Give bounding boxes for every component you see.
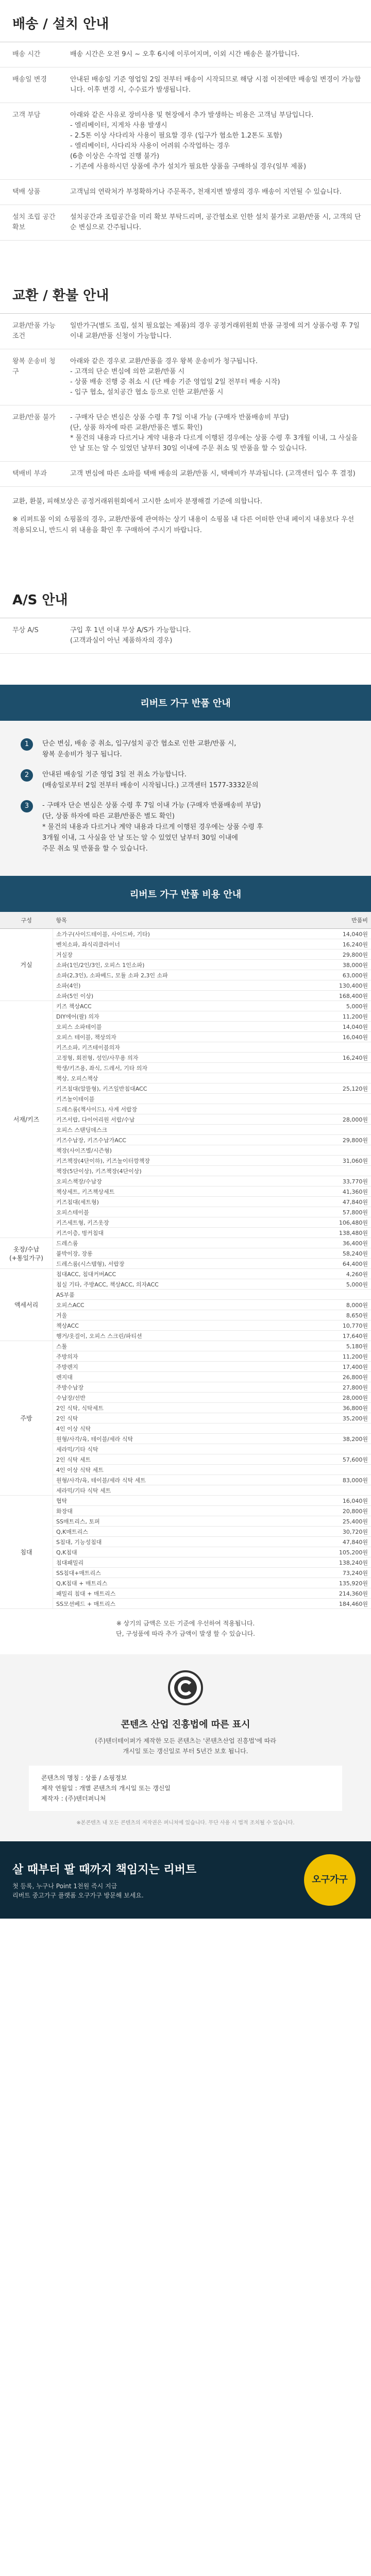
fee-row — [0, 1094, 371, 1104]
fee-row — [0, 939, 371, 950]
fee-price — [318, 1094, 371, 1104]
fee-price: 14,040원 — [318, 1022, 371, 1032]
fee-item: 키즈소파, 키즈테이블의자 — [53, 1042, 319, 1053]
fee-price: 83,000원 — [318, 1475, 371, 1485]
fee-item: 세라믹/기타 식탁 — [53, 1444, 319, 1454]
info-value: 설치공간과 조립공간을 미리 확보 부탁드리며, 공간협소로 인한 설치 불가로 교환/반품 시, 고객의 단순 변심으로 간주됩니다. — [65, 205, 371, 241]
fee-price: 14,040원 — [318, 929, 371, 939]
fee-item: 4인 이상 식탁 — [53, 1423, 319, 1434]
fee-price: 138,480원 — [318, 1228, 371, 1238]
fee-header-item: 항목 — [53, 912, 319, 929]
fee-price: 16,040원 — [318, 1032, 371, 1042]
fee-item: 책상세트, 키즈책상세트 — [53, 1187, 319, 1197]
fee-price: 26,800원 — [318, 1372, 371, 1382]
fee-category: 침대 — [0, 1496, 53, 1609]
fee-row — [0, 1382, 371, 1393]
fee-row — [0, 1362, 371, 1372]
info-key: 무상 A/S — [0, 618, 65, 654]
fee-item: 세라믹/기타 식탁 세트 — [53, 1485, 319, 1496]
fee-row — [0, 1135, 371, 1145]
fee-row — [0, 1506, 371, 1516]
info-row — [0, 405, 371, 462]
info-row — [0, 180, 371, 205]
fees-section — [0, 876, 371, 1654]
fee-row — [0, 1454, 371, 1465]
fee-item: 키즈 책상ACC — [53, 1001, 319, 1011]
cert-section — [0, 1654, 371, 1841]
fee-price: 25,400원 — [318, 1516, 371, 1527]
info-value: 배송 시간은 오전 9시 ~ 오후 6시에 이루어지며, 이외 시간 배송은 불가합니다. — [65, 42, 371, 67]
fee-row — [0, 1527, 371, 1537]
fee-item: SS침대+매트리스 — [53, 1568, 319, 1578]
as-table — [0, 618, 371, 654]
fee-price: 36,800원 — [318, 1403, 371, 1413]
fee-row — [0, 1228, 371, 1238]
fee-category: 거실 — [0, 929, 53, 1001]
fee-row — [0, 1145, 371, 1156]
fee-item: 소파(2,3인), 소파베드, 모듈 소파 2,3인 소파 — [53, 970, 319, 980]
fee-price — [318, 1290, 371, 1300]
info-value: 고객님의 연락처가 부정확하거나 주문폭주, 천재지변 발생의 경우 배송이 지연될 수 있습니다. — [65, 180, 371, 205]
fee-item: 협탁 — [53, 1496, 319, 1506]
fee-price — [318, 1042, 371, 1053]
fee-price: 4,260원 — [318, 1269, 371, 1279]
info-key: 고객 부담 — [0, 103, 65, 180]
fee-price: 10,770원 — [318, 1320, 371, 1331]
fee-item: 오피스책장/수납장 — [53, 1176, 319, 1187]
info-key: 왕복 운송비 청구 — [0, 349, 65, 405]
fee-row — [0, 1568, 371, 1578]
fee-price: 58,240원 — [318, 1248, 371, 1259]
step-text: 안내된 배송일 기준 영업 3일 전 취소 가능합니다. (배송일로부터 2일 전부터 배송이 시작됩니다.) 고객센터 1577-3332문의 — [42, 771, 259, 789]
fee-row — [0, 1032, 371, 1042]
info-key: 교환/반품 불가 — [0, 405, 65, 462]
fee-price: 57,600원 — [318, 1454, 371, 1465]
fee-row — [0, 980, 371, 991]
fee-row — [0, 1001, 371, 1011]
fee-price: 5,000원 — [318, 1279, 371, 1290]
info-key: 설치 조립 공간 확보 — [0, 205, 65, 241]
fee-item: Q,K매트리스 — [53, 1527, 319, 1537]
fee-price: 28,000원 — [318, 1393, 371, 1403]
step-number: 1 — [21, 738, 33, 751]
fee-row — [0, 1166, 371, 1176]
as-section — [0, 576, 371, 654]
step-number: 2 — [21, 769, 33, 782]
fee-row — [0, 1475, 371, 1485]
fee-row — [0, 1413, 371, 1423]
fee-price: 63,000원 — [318, 970, 371, 980]
fee-price: 17,400원 — [318, 1362, 371, 1372]
info-value: 아래와 같은 경우로 교환/반품을 경우 왕복 운송비가 청구됩니다. - 고객의 단순 변심에 의한 교환/반품 시 - 상품 배송 진행 중 취소 시 (단 배송 기준 영업일 2일 전부터 배송 시작) - 입구 협소, 설치공간 협소 등으로 인한 교환/반품 시 — [65, 349, 371, 405]
fee-item: 학생/키즈용, 좌식, 드레서, 기타 의자 — [53, 1063, 319, 1073]
fee-price — [318, 1063, 371, 1073]
info-row — [0, 205, 371, 241]
info-value: 일반가구(별도 조립, 설치 필요없는 제품)의 경우 공정거래위원회 반품 규정에 의거 상품수령 후 7일 이내 교환/반품 신청이 가능합니다. — [65, 314, 371, 349]
fee-item: 키즈서랍, 다이어리원 서랍/수납 — [53, 1114, 319, 1125]
fee-row — [0, 1125, 371, 1135]
fee-price: 16,040원 — [318, 1496, 371, 1506]
fee-row — [0, 929, 371, 939]
info-row — [0, 42, 371, 67]
fee-price: 25,120원 — [318, 1083, 371, 1094]
info-value: 안내된 배송일 기준 영업일 2일 전부터 배송이 시작되므로 해당 시점 이전에만 배송일 변경이 가능합니다. 이후 변경 시, 수수료가 발생됩니다. — [65, 67, 371, 103]
info-value: 고객 변심에 따른 소파를 택배 배송의 교환/반품 시, 택배비가 부과됩니다. (고객센터 입수 후 결정) — [65, 462, 371, 487]
step-text: - 구매자 단순 변심은 상품 수령 후 7일 이내 가능 (구매자 반품배송비 부담) (단, 상품 하자에 따른 교환/반품은 별도 확인) * 물건의 내용과 다르거나 계약 내용과 다르게 이행된 경우에는 상품 수령 후 3개월 이내, 그 사실을 안 날 또는 알 수 있었던 날부터 30일 이내에 주문 취소 및 반품을 할 수 있습니다. — [42, 802, 263, 853]
fee-item: 행거/옷걸이, 오피스 스크린/파티션 — [53, 1331, 319, 1341]
fee-row — [0, 1496, 371, 1506]
fee-price: 29,800원 — [318, 1135, 371, 1145]
fee-price: 30,720원 — [318, 1527, 371, 1537]
fee-price: 31,060원 — [318, 1156, 371, 1166]
fee-row — [0, 1300, 371, 1310]
fee-price: 168,400원 — [318, 991, 371, 1001]
fee-row — [0, 970, 371, 980]
fee-row — [0, 1465, 371, 1475]
fee-item: 침대ACC, 침대커버ACC — [53, 1269, 319, 1279]
fee-price: 11,200원 — [318, 1351, 371, 1362]
fee-row — [0, 1248, 371, 1259]
cert-foot: ※본콘텐츠 내 모든 콘텐츠의 저작권은 퍼니처에 있습니다. 무단 사용 시 법적 조치될 수 있습니다. — [76, 1820, 295, 1826]
info-row — [0, 103, 371, 180]
fee-row — [0, 1207, 371, 1217]
fee-item: 벤치소파, 좌식리클라이너 — [53, 939, 319, 950]
fee-item: 원형/사각/육, 테이블/세라 식탁 세트 — [53, 1475, 319, 1485]
fee-row — [0, 1588, 371, 1599]
fee-row — [0, 1053, 371, 1063]
fee-item: 2인 식탁, 식탁세트 — [53, 1403, 319, 1413]
fee-item: 키즈이층, 벙커침대 — [53, 1228, 319, 1238]
fee-item: 키즈놀이테이블 — [53, 1094, 319, 1104]
as-title: A/S 안내 — [0, 576, 371, 618]
fee-row — [0, 1403, 371, 1413]
fee-row — [0, 1279, 371, 1290]
fee-row — [0, 1187, 371, 1197]
fee-item: 침실 기타, 주방ACC, 책상ACC, 의자ACC — [53, 1279, 319, 1290]
fee-table — [0, 912, 371, 1609]
fee-price: 214,360원 — [318, 1588, 371, 1599]
fee-item: 책상ACC — [53, 1320, 319, 1331]
delivery-section — [0, 0, 371, 241]
exchange-note-line-2: ※ 리퍼트몰 이외 쇼핑몰의 경우, 교환/반품에 관여하는 상기 내용이 쇼핑몰 내 다른 어떠한 안내 페이지 내용보다 우선 적용되오니, 반드시 위 내용을 확인 후 구매하여 주시기 바랍니다. — [12, 516, 355, 534]
fee-row — [0, 1238, 371, 1248]
fee-category: 액세서리 — [0, 1269, 53, 1341]
return-step — [21, 800, 350, 854]
fee-row — [0, 1197, 371, 1207]
fee-row — [0, 1176, 371, 1187]
fee-item: 고정형, 회전형, 성인/사무용 의자 — [53, 1053, 319, 1063]
fee-item: 2인 식탁 — [53, 1413, 319, 1423]
fee-item: 오피스ACC — [53, 1300, 319, 1310]
exchange-section — [0, 272, 371, 545]
fee-price: 5,000원 — [318, 1001, 371, 1011]
cert-title: 콘텐츠 산업 진흥법에 따른 표시 — [121, 1719, 250, 1730]
info-key: 택배비 부과 — [0, 462, 65, 487]
fee-row — [0, 1578, 371, 1588]
fee-price: 47,840원 — [318, 1197, 371, 1207]
fee-header-price: 반품비 — [318, 912, 371, 929]
fee-price: 33,770원 — [318, 1176, 371, 1187]
fee-price: 11,200원 — [318, 1011, 371, 1022]
fee-row — [0, 1310, 371, 1320]
fee-row — [0, 1320, 371, 1331]
fee-header-cat: 구성 — [0, 912, 53, 929]
fee-item: 오피스테이블 — [53, 1207, 319, 1217]
fee-price: 47,840원 — [318, 1537, 371, 1547]
fee-item: 책장(5단이상), 키즈책장(4단이상) — [53, 1166, 319, 1176]
fee-item: 원형/사각/육, 테이블/세라 식탁 — [53, 1434, 319, 1444]
brand-logo: 오구가구 — [304, 1854, 356, 1906]
return-policy-section — [0, 685, 371, 876]
fee-price: 138,240원 — [318, 1557, 371, 1568]
exchange-note — [0, 487, 371, 545]
fee-item: 주방렌지 — [53, 1362, 319, 1372]
fee-row — [0, 1351, 371, 1362]
fee-row — [0, 1217, 371, 1228]
fee-item: 키즈수납장, 키즈수납가ACC — [53, 1135, 319, 1145]
info-row — [0, 618, 371, 654]
fee-price — [318, 1073, 371, 1083]
fee-row — [0, 1537, 371, 1547]
info-value: 아래와 같은 사유로 장비사용 및 현장에서 추가 발생하는 비용은 고객님 부담입니다. - 엘리베이터, 지게차 사용 발생시 - 2.5톤 이상 사다리차 사용이 필요할 경우 (입구가 협소한 1.2톤도 포함) - 엘리베이터, 사다리차 사용이 어려워 수작업하는 경우 (6층 이상은 수작업 진행 불가) - 기존에 사용하시던 상품에 추가 설치가 필요한 상품을 구매하실 경우(일부 제품) — [65, 103, 371, 180]
fee-row — [0, 1393, 371, 1403]
fee-price — [318, 1125, 371, 1135]
fee-price: 135,920원 — [318, 1578, 371, 1588]
fee-row — [0, 991, 371, 1001]
fee-item: 키즈책장(4단이하), 키즈놀이터깡책장 — [53, 1156, 319, 1166]
fee-row — [0, 1557, 371, 1568]
return-policy-title: 리버트 가구 반품 안내 — [0, 685, 371, 721]
fee-item: 책장(사이즈별/시즌형) — [53, 1145, 319, 1156]
fee-category: 옷장/수납 (+통일가구) — [0, 1238, 53, 1269]
fee-row — [0, 1331, 371, 1341]
fee-row — [0, 1042, 371, 1053]
fee-item: 오피스 소파테이블 — [53, 1022, 319, 1032]
fee-item: 드레스룸(시스템형), 서랍장 — [53, 1259, 319, 1269]
fee-item: 수납장/선반 — [53, 1393, 319, 1403]
banner-subtitle: 첫 등록, 누구나 Point 1천원 즉시 지급 리버트 중고가구 플랫폼 오구가구 방문해 보세요. — [12, 1883, 144, 1899]
return-step — [21, 738, 350, 760]
fee-item: 오피스 스탠딩데스크 — [53, 1125, 319, 1135]
fee-row — [0, 1547, 371, 1557]
fee-price: 16,240원 — [318, 939, 371, 950]
fee-item: 주방의자 — [53, 1351, 319, 1362]
fee-item: SS매트리스, 토퍼 — [53, 1516, 319, 1527]
fee-price: 130,400원 — [318, 980, 371, 991]
fee-item: SS모션베드 + 매트리스 — [53, 1599, 319, 1609]
fee-item: 소파(4인) — [53, 980, 319, 991]
fee-item: Q,K침대 + 매트리스 — [53, 1578, 319, 1588]
fee-item: 주방수납장 — [53, 1382, 319, 1393]
info-row — [0, 67, 371, 103]
fee-item: Q,K침대 — [53, 1547, 319, 1557]
fee-price: 64,400원 — [318, 1259, 371, 1269]
step-text: 단순 변심, 배송 중 취소, 입구/설치 공간 협소로 인한 교환/반품 시, 왕복 운송비가 청구 됩니다. — [42, 740, 237, 758]
info-row — [0, 462, 371, 487]
fee-note: ※ 상기의 금액은 모든 기준에 우선하여 적용됩니다. 단, 구성품에 따라 추가 금액이 발생 할 수 있습니다. — [116, 1620, 255, 1637]
fee-row — [0, 1269, 371, 1279]
fee-item: 드레스룸 — [53, 1238, 319, 1248]
fee-item: 책상, 오피스책상 — [53, 1073, 319, 1083]
fee-price: 38,200원 — [318, 1434, 371, 1444]
fee-price: 28,000원 — [318, 1114, 371, 1125]
fee-price: 5,180원 — [318, 1341, 371, 1351]
fee-row — [0, 1372, 371, 1382]
fee-row — [0, 1444, 371, 1454]
fee-price: 57,800원 — [318, 1207, 371, 1217]
fee-row — [0, 1083, 371, 1094]
step-number: 3 — [21, 800, 33, 812]
fee-item: 소파(1인/2인/3인, 오피스 1인소파) — [53, 960, 319, 970]
fee-price: 17,640원 — [318, 1331, 371, 1341]
fees-title: 리버트 가구 반품 비용 안내 — [0, 876, 371, 912]
fee-item: 키즈세트형, 키즈옷장 — [53, 1217, 319, 1228]
fee-item: 패밀리 침대 + 매트리스 — [53, 1588, 319, 1599]
fee-row — [0, 1423, 371, 1434]
fee-item: 키즈침대(세트형) — [53, 1197, 319, 1207]
fee-price: 8,650원 — [318, 1310, 371, 1320]
return-step — [21, 769, 350, 791]
delivery-table — [0, 42, 371, 241]
fee-price — [318, 1166, 371, 1176]
fee-item: 소파(5인 이상) — [53, 991, 319, 1001]
fee-price — [318, 1485, 371, 1496]
fee-item: 화장대 — [53, 1506, 319, 1516]
info-value: 구입 후 1년 이내 무상 A/S가 가능합니다. (고객과실이 아닌 제품하자의 경우) — [65, 618, 371, 654]
info-key: 택배 상품 — [0, 180, 65, 205]
fee-price: 106,480원 — [318, 1217, 371, 1228]
fee-price: 35,200원 — [318, 1413, 371, 1423]
info-key: 교환/반품 가능 조건 — [0, 314, 65, 349]
fee-row — [0, 1599, 371, 1609]
fee-row — [0, 1063, 371, 1073]
fee-item: 거울 — [53, 1310, 319, 1320]
fee-row — [0, 1022, 371, 1032]
fee-price — [318, 1444, 371, 1454]
fee-price: 16,240원 — [318, 1053, 371, 1063]
promo-banner[interactable] — [0, 1841, 371, 1919]
exchange-title: 교환 / 환불 안내 — [0, 272, 371, 314]
fee-item: 소가구(사이드테이블, 사이드바, 기타) — [53, 929, 319, 939]
info-value: - 구매자 단순 변심은 상품 수령 후 7일 이내 가능 (구매자 반품배송비 부담) (단, 상품 하자에 따른 교환/반품은 별도 확인) * 물건의 내용과 다르거나 계약 내용과 다르게 이행된 경우에는 상품 수령 후 3개월 이내, 그 사실을 안 날 또는 알 수 있었던 날부터 30일 이내에 주문 취소 및 반품을 할 수 있습니다. — [65, 405, 371, 462]
fee-price — [318, 1423, 371, 1434]
fee-row — [0, 1104, 371, 1114]
fee-price: 184,460원 — [318, 1599, 371, 1609]
fee-price: 20,800원 — [318, 1506, 371, 1516]
fee-row — [0, 1259, 371, 1269]
fee-price: 36,400원 — [318, 1238, 371, 1248]
exchange-note-line: 교환, 환불, 피해보상은 공정거래위원회에서 고시한 소비자 분쟁해결 기준에 의합니다. — [12, 498, 262, 505]
fee-item: DIY에어(팔) 의자 — [53, 1011, 319, 1022]
fee-category: 주방 — [0, 1341, 53, 1496]
fee-row — [0, 1011, 371, 1022]
cert-text: (주)텐더테이퍼가 제작한 모든 콘텐츠는 '콘텐츠산업 진흥법'에 따라 개시일 또는 갱신일로 부터 5년간 보호 됩니다. — [95, 1737, 276, 1755]
fee-row — [0, 960, 371, 970]
info-key: 배송일 변경 — [0, 67, 65, 103]
fee-row — [0, 1114, 371, 1125]
fee-price: 41,360원 — [318, 1187, 371, 1197]
fee-item: 스툴 — [53, 1341, 319, 1351]
copyright-icon — [167, 1670, 204, 1706]
fee-row — [0, 1073, 371, 1083]
delivery-title: 배송 / 설치 안내 — [0, 0, 371, 42]
info-key: 배송 시간 — [0, 42, 65, 67]
fee-item: 4인 이상 식탁 세트 — [53, 1465, 319, 1475]
fee-item: 키즈침대(알뜰형), 키즈일반침대ACC — [53, 1083, 319, 1094]
fee-category: 서재/키즈 — [0, 1001, 53, 1238]
fee-row — [0, 1516, 371, 1527]
fee-row — [0, 1156, 371, 1166]
fee-row — [0, 1290, 371, 1300]
fee-row — [0, 1341, 371, 1351]
fee-item: S침대, 기능성침대 — [53, 1537, 319, 1547]
info-row — [0, 349, 371, 405]
fee-price: 29,800원 — [318, 950, 371, 960]
fee-row — [0, 1434, 371, 1444]
fee-row — [0, 1485, 371, 1496]
fee-item: 렌지대 — [53, 1372, 319, 1382]
fee-price — [318, 1145, 371, 1156]
fee-price: 38,000원 — [318, 960, 371, 970]
fee-item: 침대패밀리 — [53, 1557, 319, 1568]
fee-item: 드레스룸(책사이드), 사계 서랍장 — [53, 1104, 319, 1114]
banner-title: 살 때부터 팔 때까지 책임지는 리버트 — [12, 1863, 197, 1876]
fee-item: 2인 식탁 세트 — [53, 1454, 319, 1465]
fee-item: AS부품 — [53, 1290, 319, 1300]
fee-price: 8,000원 — [318, 1300, 371, 1310]
fee-item: 붙박이장, 장롱 — [53, 1248, 319, 1259]
fee-item: 오피스 테이블, 책상의자 — [53, 1032, 319, 1042]
return-steps — [0, 721, 371, 876]
fee-price: 27,800원 — [318, 1382, 371, 1393]
fee-price — [318, 1104, 371, 1114]
fee-price: 73,240원 — [318, 1568, 371, 1578]
fee-row — [0, 950, 371, 960]
fee-price: 105,200원 — [318, 1547, 371, 1557]
fee-price — [318, 1465, 371, 1475]
fee-item: 거실장 — [53, 950, 319, 960]
exchange-table — [0, 314, 371, 487]
cert-box: 콘텐츠의 명칭 : 상품 / 쇼핑정보 제작 연월일 : 개별 콘텐츠의 개시일 또는 갱신일 제작자 : (주)텐더퍼니처 — [29, 1766, 342, 1811]
info-row — [0, 314, 371, 349]
